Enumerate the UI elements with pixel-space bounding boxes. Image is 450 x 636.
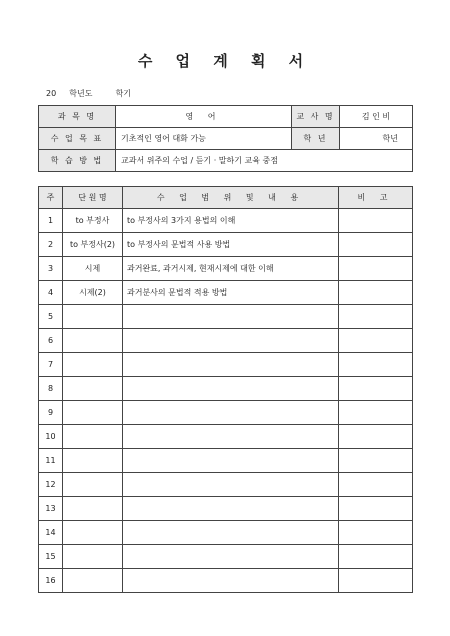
header-week: 주 bbox=[39, 187, 63, 209]
goal-value: 기초적인 영어 대화 가능 bbox=[116, 128, 292, 150]
grade-label: 학 년 bbox=[292, 128, 340, 150]
table-row bbox=[39, 449, 413, 473]
unit-cell: 시제 bbox=[63, 257, 123, 281]
content-cell bbox=[123, 521, 339, 545]
table-row bbox=[39, 545, 413, 569]
note-cell bbox=[339, 569, 413, 593]
unit-cell bbox=[63, 569, 123, 593]
plan-header-row bbox=[39, 187, 413, 209]
unit-cell: 시제(2) bbox=[63, 281, 123, 305]
note-cell bbox=[339, 545, 413, 569]
note-cell bbox=[339, 329, 413, 353]
unit-cell bbox=[63, 521, 123, 545]
unit-cell bbox=[63, 473, 123, 497]
plan-rows bbox=[39, 209, 413, 593]
content-cell bbox=[123, 377, 339, 401]
unit-cell bbox=[63, 449, 123, 473]
note-cell bbox=[339, 305, 413, 329]
note-cell bbox=[339, 521, 413, 545]
teacher-label: 교 사 명 bbox=[292, 106, 340, 128]
unit-cell bbox=[63, 425, 123, 449]
table-row bbox=[39, 257, 413, 281]
content-cell bbox=[123, 305, 339, 329]
table-row bbox=[39, 305, 413, 329]
header-content: 수 업 범 위 및 내 용 bbox=[123, 187, 339, 209]
week-cell: 16 bbox=[39, 569, 63, 593]
week-cell: 10 bbox=[39, 425, 63, 449]
content-cell bbox=[123, 449, 339, 473]
table-row bbox=[39, 473, 413, 497]
note-cell bbox=[339, 281, 413, 305]
method-value: 교과서 위주의 수업 / 듣기 · 말하기 교육 중점 bbox=[116, 150, 413, 172]
grade-value: 학년 bbox=[340, 128, 413, 150]
content-cell bbox=[123, 569, 339, 593]
term-semester-label: 학기 bbox=[115, 89, 132, 98]
unit-cell bbox=[63, 497, 123, 521]
week-cell: 15 bbox=[39, 545, 63, 569]
content-cell bbox=[123, 497, 339, 521]
note-cell bbox=[339, 257, 413, 281]
week-cell: 9 bbox=[39, 401, 63, 425]
unit-cell bbox=[63, 305, 123, 329]
week-cell: 13 bbox=[39, 497, 63, 521]
table-row bbox=[39, 353, 413, 377]
note-cell bbox=[339, 353, 413, 377]
note-cell bbox=[339, 209, 413, 233]
content-cell bbox=[123, 329, 339, 353]
note-cell bbox=[339, 425, 413, 449]
note-cell bbox=[339, 233, 413, 257]
content-cell bbox=[123, 353, 339, 377]
content-cell: to 부정사의 문법적 사용 방법 bbox=[123, 233, 339, 257]
table-row bbox=[39, 425, 413, 449]
week-cell: 2 bbox=[39, 233, 63, 257]
unit-cell bbox=[63, 329, 123, 353]
note-cell bbox=[339, 449, 413, 473]
content-cell bbox=[123, 473, 339, 497]
week-cell: 1 bbox=[39, 209, 63, 233]
table-row bbox=[39, 569, 413, 593]
course-info-table bbox=[38, 105, 413, 172]
week-cell: 11 bbox=[39, 449, 63, 473]
content-cell bbox=[123, 401, 339, 425]
term-year: 20 bbox=[46, 89, 57, 98]
unit-cell bbox=[63, 353, 123, 377]
week-cell: 7 bbox=[39, 353, 63, 377]
goal-label: 수 업 목 표 bbox=[39, 128, 116, 150]
week-cell: 3 bbox=[39, 257, 63, 281]
unit-cell bbox=[63, 377, 123, 401]
subject-label: 과 목 명 bbox=[39, 106, 116, 128]
content-cell: 과거완료, 과거시제, 현재시제에 대한 이해 bbox=[123, 257, 339, 281]
content-cell bbox=[123, 545, 339, 569]
header-note: 비 고 bbox=[339, 187, 413, 209]
week-cell: 12 bbox=[39, 473, 63, 497]
table-row bbox=[39, 209, 413, 233]
week-cell: 6 bbox=[39, 329, 63, 353]
content-cell: 과거분사의 문법적 적용 방법 bbox=[123, 281, 339, 305]
unit-cell: to 부정사(2) bbox=[63, 233, 123, 257]
week-cell: 4 bbox=[39, 281, 63, 305]
table-row bbox=[39, 233, 413, 257]
subject-value: 영 어 bbox=[116, 106, 292, 128]
table-row bbox=[39, 401, 413, 425]
note-cell bbox=[339, 473, 413, 497]
note-cell bbox=[339, 401, 413, 425]
week-cell: 5 bbox=[39, 305, 63, 329]
teacher-value: 김 인 비 bbox=[340, 106, 413, 128]
note-cell bbox=[339, 377, 413, 401]
method-label: 학 습 방 법 bbox=[39, 150, 116, 172]
table-row bbox=[39, 329, 413, 353]
term-line bbox=[46, 88, 131, 99]
lesson-plan-table bbox=[38, 186, 413, 593]
page-title: 수 업 계 획 서 bbox=[137, 52, 313, 70]
header-unit: 단 원 명 bbox=[63, 187, 123, 209]
table-row bbox=[39, 377, 413, 401]
table-row bbox=[39, 521, 413, 545]
content-cell: to 부정사의 3가지 용법의 이해 bbox=[123, 209, 339, 233]
week-cell: 14 bbox=[39, 521, 63, 545]
note-cell bbox=[339, 497, 413, 521]
table-row bbox=[39, 497, 413, 521]
week-cell: 8 bbox=[39, 377, 63, 401]
term-year-label: 학년도 bbox=[69, 89, 93, 98]
table-row bbox=[39, 281, 413, 305]
unit-cell bbox=[63, 401, 123, 425]
content-cell bbox=[123, 425, 339, 449]
unit-cell bbox=[63, 545, 123, 569]
unit-cell: to 부정사 bbox=[63, 209, 123, 233]
